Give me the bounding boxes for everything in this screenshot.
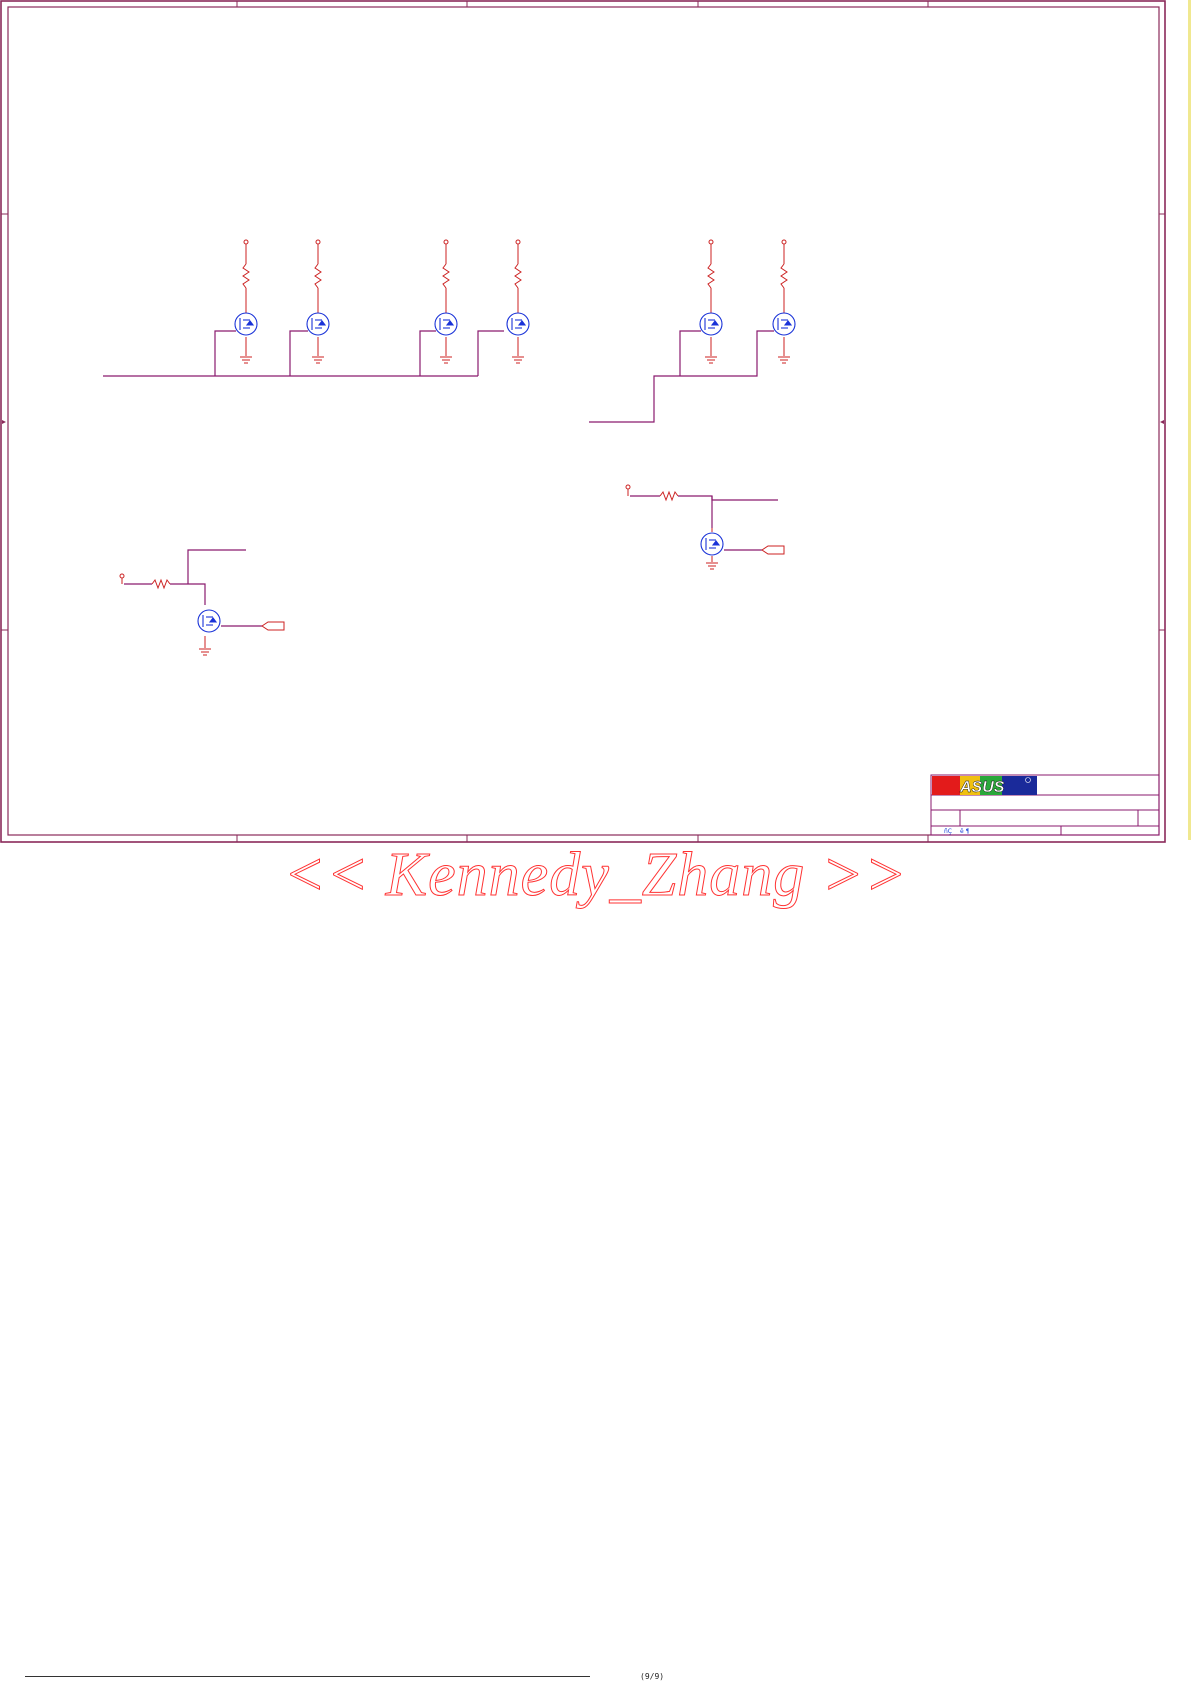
net-port-left bbox=[262, 622, 284, 630]
svg-text:ASUS: ASUS bbox=[960, 779, 1005, 796]
zone-ticks bbox=[1, 1, 1165, 842]
footer-page-number: (9/9) bbox=[640, 1672, 665, 1681]
footer-divider bbox=[25, 1676, 590, 1677]
pullup-chain-3 bbox=[443, 240, 449, 356]
mosfet-icon bbox=[507, 313, 529, 335]
mosfets bbox=[198, 313, 795, 632]
mosfet-icon bbox=[701, 533, 723, 555]
title-block-small-label: ê ¶ bbox=[960, 828, 970, 835]
mosfet-icon bbox=[700, 313, 722, 335]
pullup-chain-2 bbox=[315, 240, 321, 356]
pullup-chain-4 bbox=[515, 240, 521, 356]
mosfet-icon bbox=[235, 313, 257, 335]
mosfet-icon bbox=[307, 313, 329, 335]
sheet-outer-frame bbox=[1, 1, 1165, 842]
mosfet-icon bbox=[435, 313, 457, 335]
watermark-text: << Kennedy_Zhang >> bbox=[283, 841, 908, 909]
asus-logo bbox=[932, 776, 1037, 796]
mosfet-icon bbox=[198, 610, 220, 632]
sheet-inner-frame bbox=[8, 7, 1159, 835]
mosfet-icon bbox=[773, 313, 795, 335]
ground-icons bbox=[199, 357, 790, 655]
net-port-right bbox=[762, 546, 784, 554]
pullup-chain-1 bbox=[243, 240, 249, 356]
wire-net bbox=[103, 331, 778, 626]
title-block-label: ñÇ bbox=[944, 828, 952, 835]
pullup-chains bbox=[120, 240, 787, 648]
pullup-chain-5 bbox=[708, 240, 714, 356]
pullup-chain-6 bbox=[781, 240, 787, 356]
